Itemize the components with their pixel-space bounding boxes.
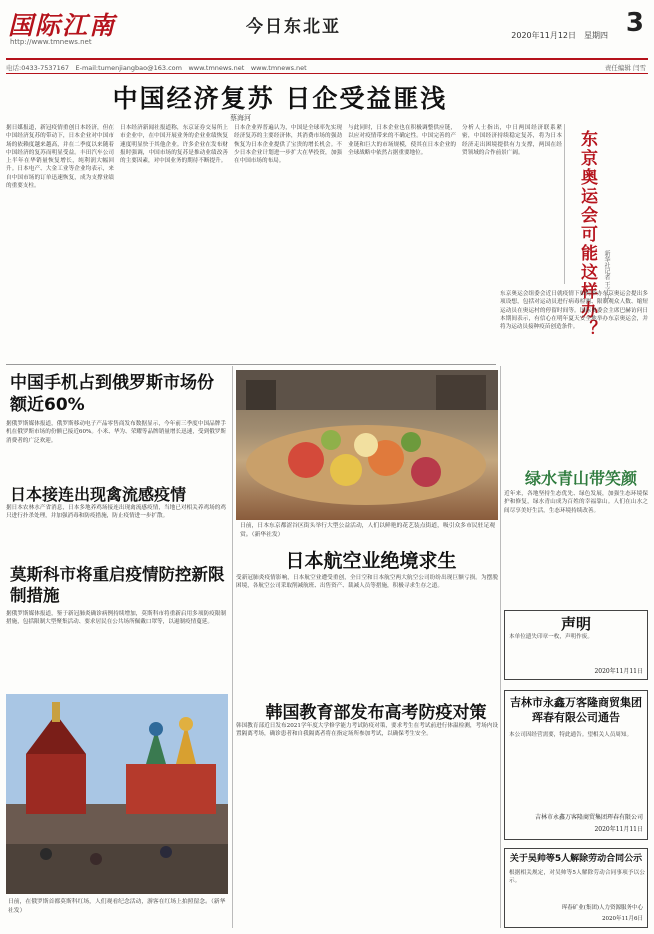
statement-date: 2020年11月11日 [594,668,643,675]
labor-notice-text: 根据相关规定，对吴帅等5人解除劳动合同事项予以公示。 [509,870,645,885]
green-headline: 绿水青山带笑颜 [524,469,637,488]
main-byline: 蔡海河 [230,114,251,122]
street-flower-illustration [236,370,498,520]
side-article-byline: 新华社记者 王子江 [603,250,610,300]
labor-notice-body [509,869,645,899]
column-rule-left [232,366,233,928]
section-title: 今日东北亚 [246,17,341,37]
company-notice-date: 2020年11月11日 [594,826,643,833]
divider [6,364,496,365]
newspaper-logo: 国际江南 [8,11,117,40]
statement-text: 本单位遗失印章一枚，声明作废。 [509,634,593,640]
russia-headline: 中国手机占到俄罗斯市场份额近60% [10,373,214,415]
japan-epidemic-body [6,504,226,556]
korea-article-text: 韩国教育部近日发布2021学年度大学修学能力考试防疫对策，要求考生在考试前进行体温检测，考场内设置隔离考场，确诊患者和自我隔离者将在指定场所参加考试，以确保考生安全。 [236,723,498,738]
main-article-text-1: 据日媒报道，新冠疫情重创日本经济，但在中国经济复苏的带动下，日本企业对中国市场的依赖度越来越高，并在二季度以来随着中国经济的复苏而明显受益。丰田汽车公司上半年在华销量恢复增长，纯利润大幅回升。日本电产、大金工业等企业均表示，来自中国市场的订单迅速恢复，成为支撑业绩的重要支柱。 [6,125,114,190]
column-rule-right [500,366,501,928]
moscow-headline: 莫斯科市将重启疫情防控新限制措施 [10,565,225,605]
bottom-photo-caption [8,898,228,928]
korea-article-body [236,722,498,928]
contact-info: 电话:0433-7537167 E-mail:tumenjiangbao@163.com www.tmnews.net www.tmnews.net [6,64,307,72]
green-article-text: 近年来，各地坚持生态优先、绿色发展，加强生态环境保护和修复，绿水青山成为百姓的幸福靠山。人们在山水之间尽享美好生活，生态环境持续改善。 [504,491,648,514]
company-notice-title: 吉林市永鑫万客隆商贸集团珲春有限公司通告 [510,696,642,724]
company-notice-signer: 吉林市永鑫万客隆商贸集团珲春有限公司 [534,814,643,821]
main-article-col1 [6,124,114,359]
labor-notice-title: 关于吴帅等5人解除劳动合同公示 [509,854,643,864]
contact-bar [6,62,648,74]
company-notice-box [504,690,648,840]
labor-notice-signer: 珲春矿业(集团)人力资源服务中心 [561,905,643,911]
side-article-body [500,290,648,420]
main-article-text-3: 日本企业界普遍认为，中国是全球率先实现经济复苏的主要经济体，其消费市场的强劲恢复为日本企业提供了宝贵的增长机会。不少日本企业计划进一步扩大在华投资，加强在中国市场的布局。 [234,125,342,165]
red-square-illustration [6,694,228,894]
green-article-body [504,490,648,600]
top-photo-caption-text: 日前，日本东京都涩谷区街头举行大型公益活动，人们以鲜艳的花艺装点街道，吸引众多市民驻足观赏。（新华社发） [240,523,496,538]
labor-notice-box [504,848,648,928]
issue-date: 2020年11月12日 星期四 [511,31,608,40]
red-square-photo [6,694,228,894]
statement-title: 声明 [560,615,591,633]
page-number: 3 [625,8,644,38]
japan-epidemic-text: 据日本农林水产省消息，日本多地养鸡场接连出现禽流感疫情，当地已对相关养鸡场的鸡只进行扑杀处理，并加强消毒和防疫措施，防止疫情进一步扩散。 [6,505,226,520]
russia-article-text: 据俄罗斯媒体报道，俄罗斯移动电子产品零售商发布数据显示，今年前三季度中国品牌手机在俄罗斯市场的份额已接近60%。小米、华为、荣耀等品牌销量增长迅速，受到俄罗斯消费者的广泛欢迎。 [6,421,226,444]
side-article-title: 东京奥运会可能这样办？ [577,130,597,339]
main-article-text-4: 与此同时，日本企业也在积极调整供应链，以应对疫情带来的不确定性。中国完善的产业链和巨大的市场规模，使其在日本企业的全球战略中依然占据重要地位。 [348,125,456,156]
main-article-col4 [348,124,456,359]
moscow-article-text: 据俄罗斯媒体报道，鉴于新冠肺炎确诊病例持续增加，莫斯科市将重新启用多项防疫限制措施，包括限制大型聚集活动、要求居民在公共场所佩戴口罩等，以遏制疫情蔓延。 [6,611,226,626]
bottom-photo-caption-text: 日前，在俄罗斯首都莫斯科红场，人们观看纪念活动，游客在红场上拍照留念。（新华社发） [8,899,226,914]
korea-headline: 韩国教育部发布高考防疫对策 [265,703,487,723]
statement-body [509,633,645,663]
column-rule-side [564,124,565,284]
russia-article-body [6,420,226,478]
main-article-text-5: 分析人士指出，中日两国经济联系紧密，中国经济持续稳定复苏，将为日本经济走出困境提供有力支撑，两国在经贸领域的合作前景广阔。 [462,125,562,156]
top-photo-caption [240,522,496,540]
main-article-text-2: 日本经济新闻社报道称，东京证券交易所上市企业中，在中国开展业务的企业业绩恢复速度明显快于其他企业。许多企业在发布财报时强调，中国市场的复苏是推动业绩改善的主要因素，对中国业务的期待不断提升。 [120,125,228,165]
editor-name: 责任编辑 闫雪 [604,64,646,72]
moscow-article-body [6,610,226,690]
street-flower-photo [236,370,498,520]
japan-epidemic-headline: 日本接连出现禽流感疫情 [10,485,187,504]
statement-box [504,610,648,680]
ana-headline: 日本航空业绝境求生 [285,550,457,572]
main-headline: 中国经济复苏 日企受益匪浅 [112,84,448,113]
main-article-col3 [234,124,342,359]
main-article-col2 [120,124,228,359]
company-notice-body [509,731,645,791]
company-notice-text: 本公司因经营需要，特此通告。望相关人员周知。 [509,732,633,738]
labor-notice-date: 2020年11月6日 [602,916,643,922]
logo-url: http://www.tmnews.net [10,38,92,46]
ana-article-text: 受新冠肺炎疫情影响，日本航空业遭受重创，全日空和日本航空两大航空公司纷纷出现巨额亏损。为摆脱困境，各航空公司采取削减航班、出售资产、裁减人员等措施，积极寻求生存之道。 [236,575,498,590]
ana-article-body [236,574,498,694]
masthead [6,4,648,60]
side-article-text: 东京奥运会组委会近日就疫情下如何举办东京奥运会提出多项设想，包括对运动员进行病毒检测、限制观众人数、缩短运动员在奥运村的停留时间等。国际奥委会主席巴赫访问日本期间表示，有信心在明年夏天安全地举办东京奥运会，并将为运动员接种疫苗创造条件。 [500,291,648,331]
